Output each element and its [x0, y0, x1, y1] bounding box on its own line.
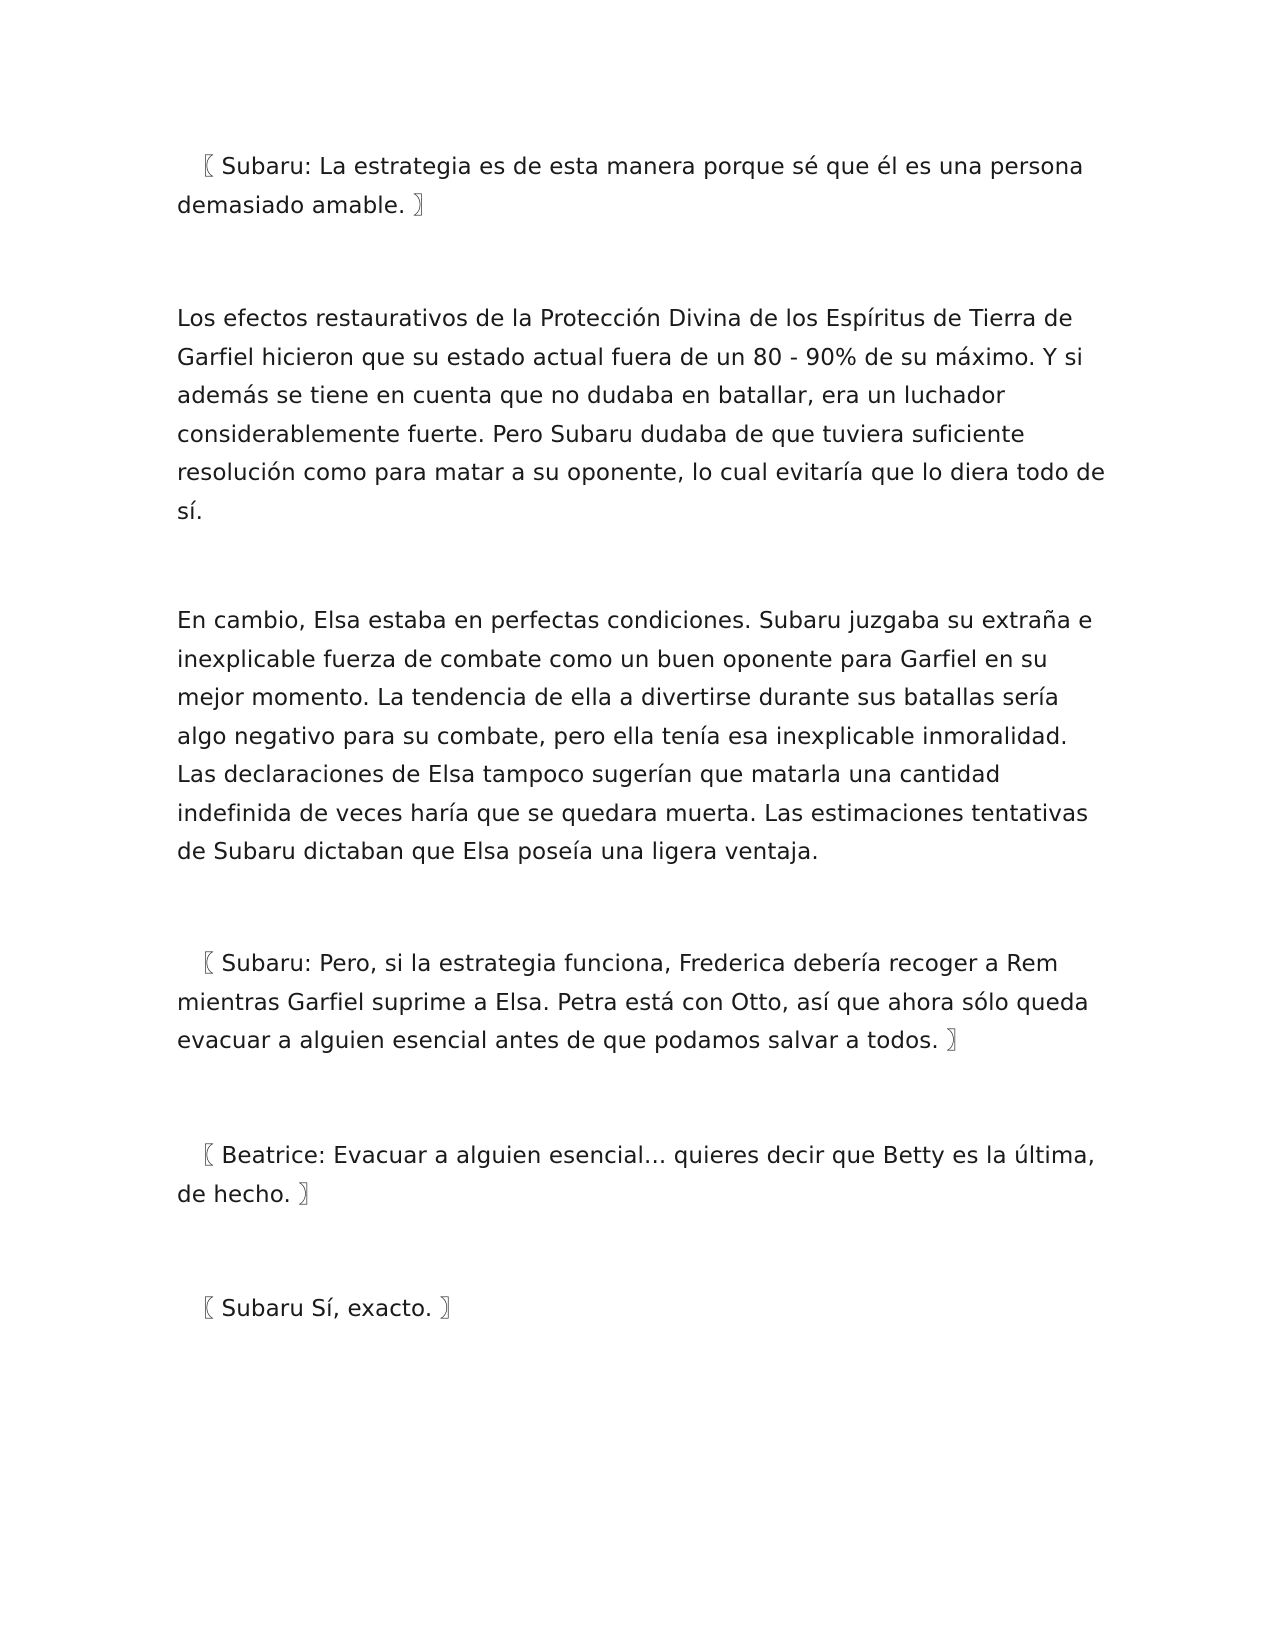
dialogue-subaru-plan: 〖 Subaru: Pero, si la estrategia funciona, Frederica debería recoger a Rem mientras Garfiel suprime a Elsa. Petra está con Otto, así que ahora sólo queda evacuar a alguien esencial antes de que podamos salvar a todos. 〗: [177, 951, 1089, 1054]
dialogue-subaru-confirm: 〖 Subaru Sí, exacto. 〗: [191, 1296, 463, 1322]
paragraph-elsa-condition: En cambio, Elsa estaba en perfectas condiciones. Subaru juzgaba su extraña e inexplicable fuerza de combate como un buen oponente para Garfiel en su mejor momento. La tendencia de ella a divertirse durante sus batallas sería algo negativo para su combate, pero ella tenía esa inexplicable inmoralidad. Las declaraciones de Elsa tampoco sugerían que matarla una cantidad indefinida de veces haría que se quedara muerta. Las estimaciones tentativas de Subaru dictaban que Elsa poseía una ligera ventaja.: [177, 608, 1093, 865]
paragraph-garfiel-condition: Los efectos restaurativos de la Protección Divina de los Espíritus de Tierra de Garfiel hicieron que su estado actual fuera de un 80 - 90% de su máximo. Y si además se tiene en cuenta que no dudaba en batallar, era un luchador considerablemente fuerte. Pero Subaru dudaba de que tuviera suficiente resolución como para matar a su oponente, lo cual evitaría que lo diera todo de sí.: [177, 306, 1106, 525]
dialogue-beatrice: 〖 Beatrice: Evacuar a alguien esencial... quieres decir que Betty es la última, de hecho. 〗: [177, 1143, 1096, 1208]
dialogue-subaru-strategy: 〖 Subaru: La estrategia es de esta manera porque sé que él es una persona demasiado amable. 〗: [177, 154, 1084, 219]
